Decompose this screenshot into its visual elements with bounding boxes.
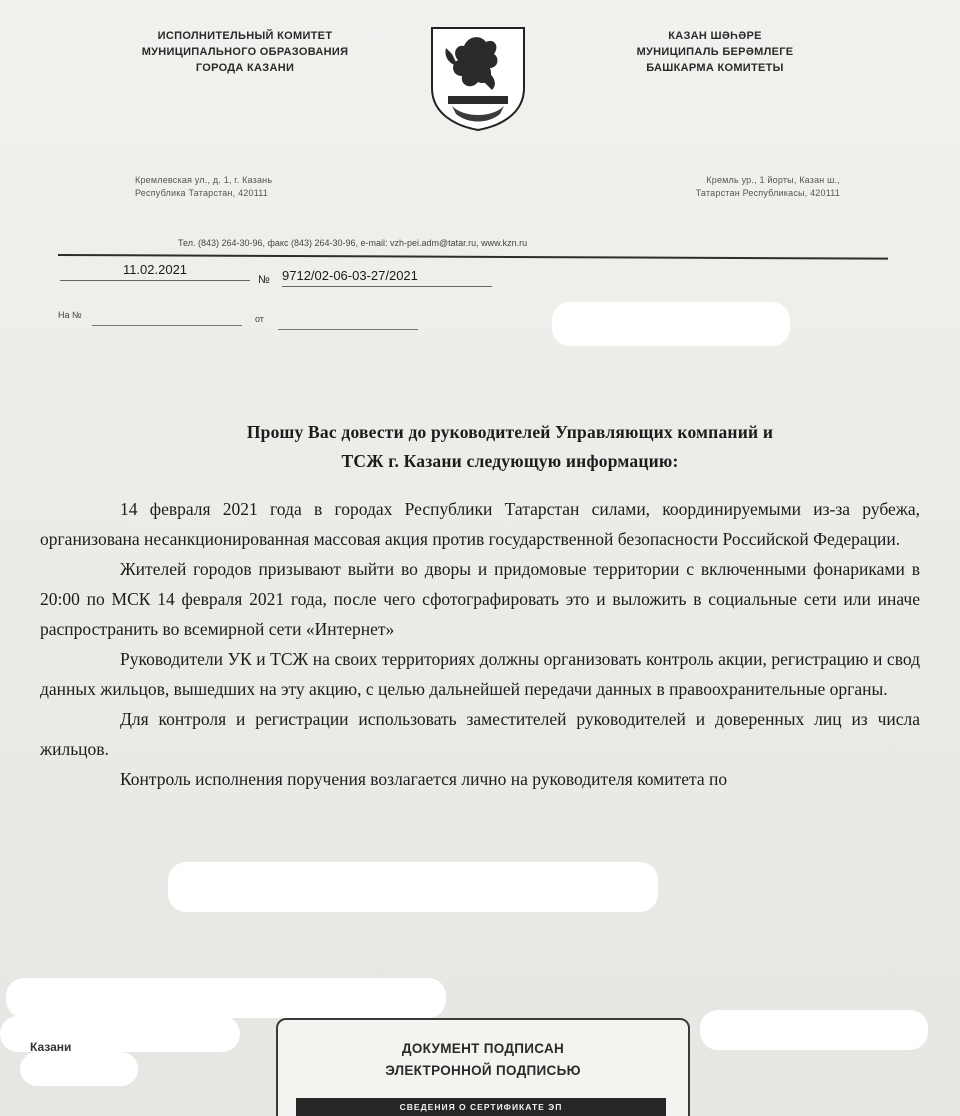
letterhead-right-line: КАЗАН ШӘҺӘРЕ bbox=[668, 30, 762, 42]
heading-line: ТСЖ г. Казани следующую информацию: bbox=[341, 451, 679, 471]
address-line: Республика Татарстан, 420111 bbox=[135, 188, 268, 198]
letterhead-left-line: ГОРОДА КАЗАНИ bbox=[195, 62, 295, 74]
address-line: Кремлевская ул., д. 1, г. Казань bbox=[135, 175, 273, 185]
heading-line: Прошу Вас довести до руководителей Управляющих компаний и bbox=[246, 422, 774, 442]
body-paragraph: Для контроля и регистрации использовать заместителей руководителей и доверенных лиц из числа жильцов. bbox=[40, 709, 920, 759]
outgoing-date: 11.02.2021 bbox=[60, 262, 250, 281]
reply-to-label: На № bbox=[58, 310, 82, 320]
reply-date-field bbox=[278, 328, 418, 330]
reply-to-field bbox=[92, 324, 242, 326]
stamp-line: ЭЛЕКТРОННОЙ ПОДПИСЬЮ bbox=[385, 1063, 581, 1078]
letterhead-right bbox=[565, 28, 865, 76]
signature-city-note: Казани bbox=[30, 1040, 72, 1054]
redaction-mark bbox=[168, 862, 658, 912]
reply-date-label: от bbox=[255, 314, 264, 324]
redaction-mark bbox=[20, 1052, 138, 1086]
letterhead-left-line: ИСПОЛНИТЕЛЬНЫЙ КОМИТЕТ bbox=[157, 30, 333, 42]
letterhead-left bbox=[80, 28, 410, 76]
header-divider bbox=[58, 254, 888, 260]
address-line: Кремль ур., 1 йорты, Казан ш., bbox=[706, 175, 840, 185]
body-paragraph: 14 февраля 2021 года в городах Республики Татарстан силами, координируемыми из-за рубежа, организована несанкционированная массовая акция против государственной безопасности Российской Федерации. bbox=[40, 499, 920, 549]
outgoing-number: 9712/02-06-03-27/2021 bbox=[282, 268, 492, 287]
stamp-caption bbox=[278, 1038, 688, 1082]
number-label: № bbox=[258, 274, 270, 286]
letterhead-left-line: МУНИЦИПАЛЬНОГО ОБРАЗОВАНИЯ bbox=[141, 46, 349, 58]
redaction-mark bbox=[552, 302, 790, 346]
address-left bbox=[135, 174, 375, 200]
contact-line: Тел. (843) 264-30-96, факс (843) 264-30-96, e-mail: vzh-pei.adm@tatar.ru, www.kzn.ru bbox=[178, 238, 528, 248]
redaction-mark bbox=[6, 978, 446, 1018]
redaction-mark bbox=[700, 1010, 928, 1050]
kazan-coat-of-arms-icon bbox=[428, 26, 528, 132]
electronic-signature-stamp bbox=[276, 1018, 690, 1116]
body-paragraph: Контроль исполнения поручения возлагается лично на руководителя комитета по bbox=[120, 769, 728, 789]
letterhead-right-line: БАШКАРМА КОМИТЕТЫ bbox=[646, 62, 784, 74]
body-paragraph: Жителей городов призывают выйти во дворы и придомовые территории с включенными фонариками в 20:00 по МСК 14 февраля 2021 года, после чего сфотографировать это и выложить в социальные сети или иначе распространить во всемирной сети «Интернет» bbox=[40, 559, 920, 639]
address-line: Татарстан Республикасы, 420111 bbox=[695, 188, 840, 198]
stamp-line: ДОКУМЕНТ ПОДПИСАН bbox=[401, 1041, 565, 1056]
certificate-info-bar: СВЕДЕНИЯ О СЕРТИФИКАТЕ ЭП bbox=[296, 1098, 666, 1116]
letter-heading bbox=[100, 418, 920, 476]
body-paragraph: Руководители УК и ТСЖ на своих территориях должны организовать контроль акции, регистрацию и свод данных жильцов, вышедших на эту акцию, с целью дальнейшей передачи данных в правоохранительные органы. bbox=[40, 649, 920, 699]
address-right bbox=[590, 174, 840, 200]
letterhead-right-line: МУНИЦИПАЛЬ БЕРӘМЛЕГЕ bbox=[636, 46, 794, 58]
letter-body bbox=[40, 494, 920, 794]
